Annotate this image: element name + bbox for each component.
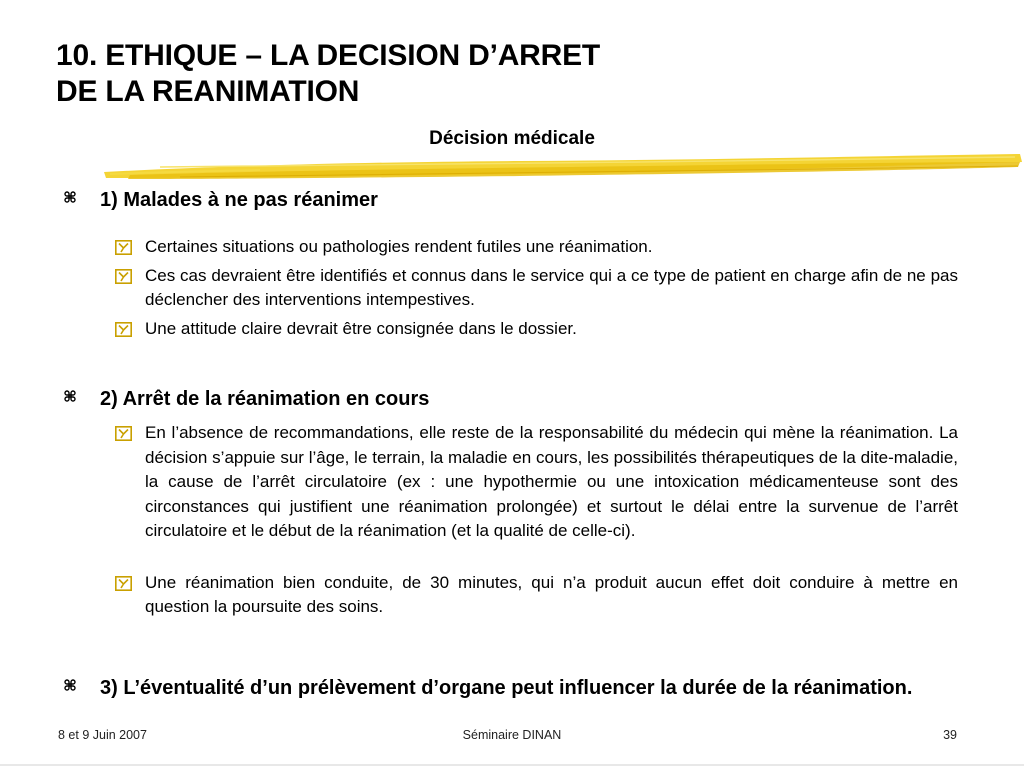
command-key-icon — [62, 677, 78, 693]
bullet-list — [58, 235, 958, 341]
checkbox-y-icon — [115, 240, 132, 255]
section-heading: 1) Malades à ne pas réanimer — [58, 187, 958, 213]
command-key-icon — [62, 189, 78, 205]
bullet-item: Une réanimation bien conduite, de 30 minutes, qui n’a produit aucun effet doit conduire à mettre en question la poursuite des soins. — [58, 571, 958, 620]
slide-title-line-1: 10. ETHIQUE – LA DECISION D’ARRET — [56, 39, 601, 72]
section-heading: 3) L’éventualité d’un prélèvement d’organe peut influencer la durée de la réanimation. — [58, 675, 958, 701]
slide-title — [56, 38, 756, 110]
footer-event: Séminaire DINAN — [462, 728, 562, 742]
section-2 — [58, 386, 958, 620]
footer-divider — [0, 764, 1024, 766]
footer-page-number: 39 — [943, 728, 957, 742]
yellow-brush-stroke-divider — [100, 148, 1024, 188]
slide-subtitle: Décision médicale — [429, 128, 595, 149]
command-key-icon — [62, 388, 78, 404]
bullet-list — [58, 421, 958, 620]
section-3 — [58, 675, 958, 701]
checkbox-y-icon — [115, 576, 132, 591]
slide-title-line-2: DE LA REANIMATION — [56, 75, 360, 108]
bullet-item: En l’absence de recommandations, elle reste de la responsabilité du médecin qui mène la réanimation. La décision s’appuie sur l’âge, le terrain, la maladie en cours, les possibilités thérapeutiques de la dite-maladie, la cause de l’arrêt circulatoire (ex : une hypothermie ou une intoxication médicamenteuse sont des circonstances qui justifient une réanimation prolongée) et surtout le délai entre la survenue de l’arrêt circulatoire et le début de la réanimation (et la qualité de celle-ci). — [58, 421, 958, 544]
checkbox-y-icon — [115, 269, 132, 284]
bullet-item: Une attitude claire devrait être consignée dans le dossier. — [58, 317, 958, 342]
checkbox-y-icon — [115, 322, 132, 337]
checkbox-y-icon — [115, 426, 132, 441]
section-1 — [58, 187, 958, 341]
bullet-item: Certaines situations ou pathologies rendent futiles une réanimation. — [58, 235, 958, 260]
bullet-item: Ces cas devraient être identifiés et connus dans le service qui a ce type de patient en charge afin de ne pas déclencher des interventions intempestives. — [58, 264, 958, 313]
section-heading: 2) Arrêt de la réanimation en cours — [58, 386, 958, 412]
footer-date: 8 et 9 Juin 2007 — [58, 728, 147, 742]
